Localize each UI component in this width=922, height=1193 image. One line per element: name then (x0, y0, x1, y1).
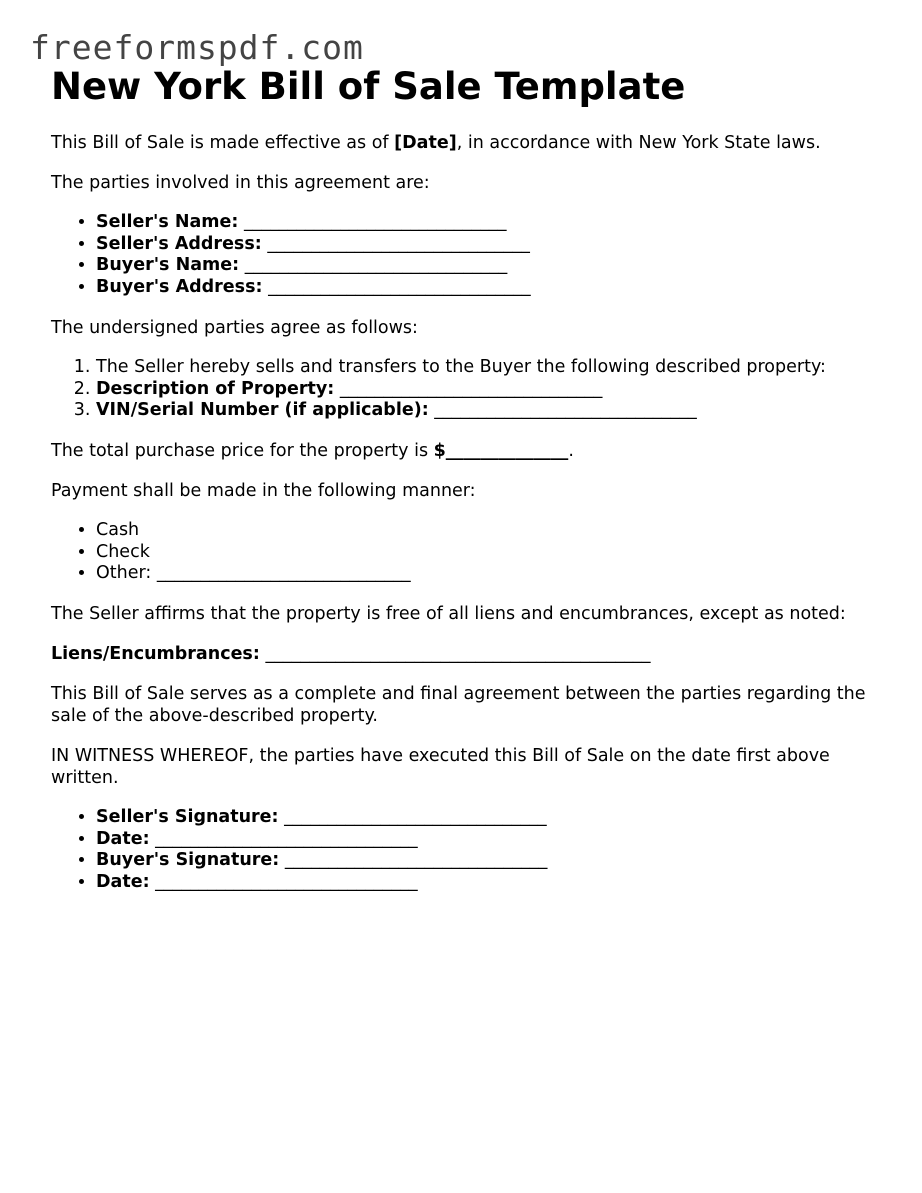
vin-label: VIN/Serial Number (if applicable): (96, 400, 429, 421)
payment-check: • Check (96, 542, 891, 564)
list-item-buyer-address (96, 277, 891, 299)
signature-list (51, 807, 891, 894)
seller-signature-label: Seller's Signature: (96, 807, 279, 828)
payment-cash: • Cash (96, 520, 891, 542)
buyer-date-label: Date: (96, 872, 150, 893)
payment-other[interactable]: • Other: _____________________________ (96, 563, 891, 585)
liens-statement: The Seller affirms that the property is free of all liens and encumbrances, except as noted: (51, 604, 846, 625)
liens-label: Liens/Encumbrances: (51, 644, 260, 665)
intro-text-after: , in accordance with New York State laws. (456, 133, 821, 153)
description-label: Description of Property: (96, 378, 335, 399)
agreement-item-transfer: 1. The Seller hereby sells and transfers to the Buyer the following described property: (96, 357, 891, 379)
list-item-seller-address (96, 234, 891, 256)
buyer-address-field[interactable]: ______________________________ (268, 277, 531, 298)
agreement-list (51, 357, 891, 422)
list-item-seller-signature (96, 807, 891, 829)
agreement-item-vin (96, 400, 891, 422)
agreement-item-description (96, 379, 891, 401)
liens-field[interactable]: ____________________________________________ (265, 644, 651, 665)
description-field[interactable]: ______________________________ (339, 378, 603, 399)
price-period: . (568, 440, 574, 461)
seller-address-label: Seller's Address: (96, 233, 262, 254)
list-item-buyer-date (96, 872, 891, 894)
watermark: freeformspdf.com (30, 28, 364, 67)
seller-address-field[interactable]: ______________________________ (267, 233, 530, 254)
agreement-intro: The undersigned parties agree as follows: (51, 317, 418, 338)
price-field[interactable]: $______________ (433, 440, 569, 461)
buyer-date-field[interactable]: ______________________________ (155, 872, 418, 893)
payment-intro: Payment shall be made in the following manner: (51, 480, 476, 501)
buyer-signature-field[interactable]: ______________________________ (284, 850, 548, 871)
seller-date-field[interactable]: ______________________________ (155, 828, 418, 849)
liens-line (51, 643, 891, 665)
payment-list (51, 520, 891, 585)
final-agreement: This Bill of Sale serves as a complete and final agreement between the parties regarding the sale of the above-described property. (51, 684, 866, 727)
buyer-signature-label: Buyer's Signature: (96, 850, 280, 871)
parties-list (51, 212, 891, 299)
document-title: New York Bill of Sale Template (51, 65, 686, 108)
vin-field[interactable]: ______________________________ (434, 400, 697, 421)
parties-intro: The parties involved in this agreement are: (51, 173, 430, 193)
intro-text-before: This Bill of Sale is made effective as of (51, 133, 395, 153)
document-page (51, 64, 891, 894)
price-text: The total purchase price for the property is (51, 440, 434, 461)
seller-name-field[interactable]: ______________________________ (243, 212, 507, 232)
date-placeholder: [Date] (394, 133, 457, 153)
seller-name-label: Seller's Name: (96, 212, 239, 232)
list-item-buyer-signature (96, 850, 891, 872)
list-item-seller-date (96, 829, 891, 851)
intro-paragraph (51, 132, 891, 154)
buyer-name-field[interactable]: ______________________________ (244, 255, 508, 276)
witness-statement: IN WITNESS WHEREOF, the parties have executed this Bill of Sale on the date first above written. (51, 746, 830, 789)
seller-date-label: Date: (96, 828, 150, 849)
seller-signature-field[interactable]: ______________________________ (284, 807, 547, 828)
list-item-seller-name (96, 212, 891, 234)
buyer-address-label: Buyer's Address: (96, 277, 263, 298)
list-item-buyer-name (96, 255, 891, 277)
buyer-name-label: Buyer's Name: (96, 255, 240, 276)
price-paragraph (51, 440, 891, 462)
